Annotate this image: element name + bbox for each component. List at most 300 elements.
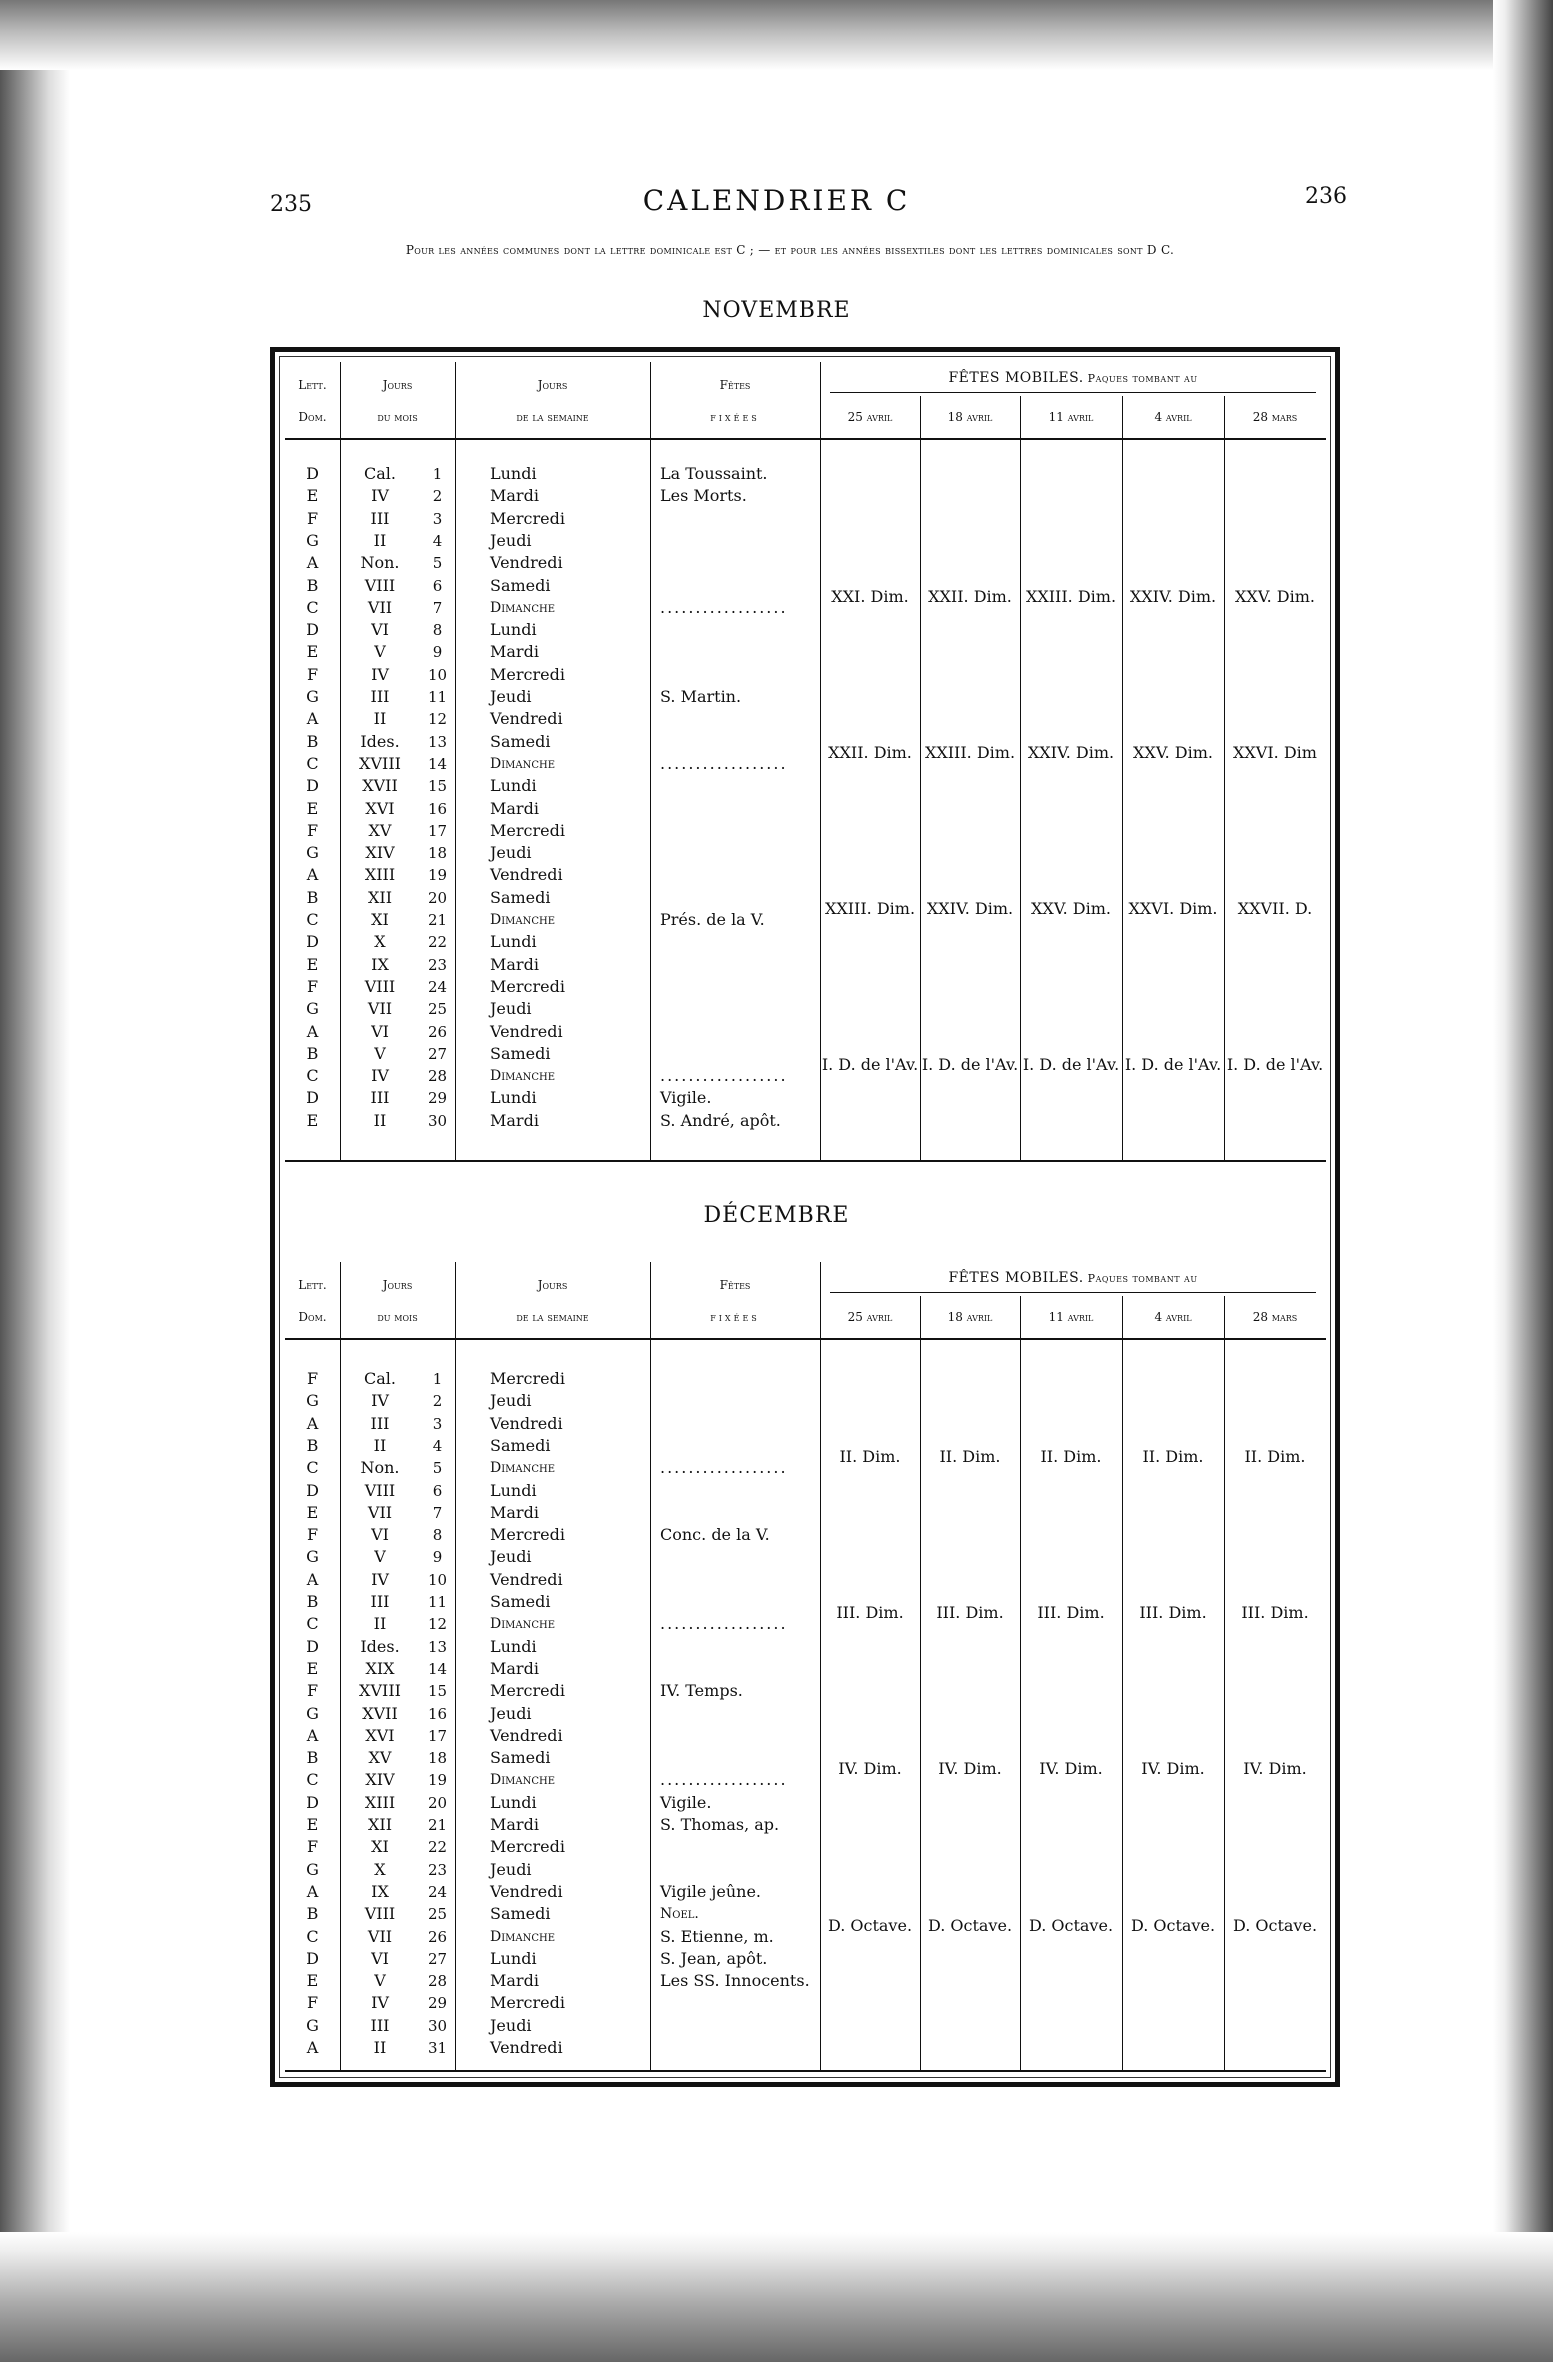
mobile-feast-cell: II. Dim.	[1244, 1447, 1306, 1467]
roman-day: II	[373, 1435, 387, 1455]
dominical-letter: F	[306, 976, 319, 996]
day-number: 7	[432, 598, 443, 617]
fixed-feast: Vigile.	[660, 1088, 712, 1108]
weekday: Vendredi	[490, 1569, 563, 1589]
dominical-letter: A	[306, 2038, 319, 2057]
weekday: Mercredi	[490, 1525, 565, 1545]
weekday: Dimanche	[490, 912, 556, 928]
day-number: 12	[427, 710, 448, 729]
day-number: 4	[432, 531, 443, 550]
day-number: 3	[432, 509, 443, 528]
day-number: 23	[427, 1860, 448, 1879]
fixed-feast: Les Morts.	[660, 486, 747, 506]
fixed-feast: Vigile jeûne.	[660, 1881, 762, 1901]
day-number: 27	[427, 1949, 448, 1968]
column-header-lett-bottom: Dom.	[298, 1310, 327, 1324]
fixed-feast: ..................	[660, 1770, 788, 1790]
dominical-letter: A	[306, 1881, 319, 1901]
weekday: Samedi	[490, 575, 551, 595]
mobile-feast-cell: III. Dim.	[1037, 1603, 1105, 1623]
day-row	[0, 976, 1553, 998]
mobile-feasts-label: FÊTES MOBILES.	[948, 370, 1084, 386]
weekday: Jeudi	[490, 1547, 532, 1567]
day-row	[0, 1569, 1553, 1591]
weekday: Dimanche	[490, 1616, 556, 1633]
fixed-feast: ..................	[660, 1066, 788, 1086]
fixed-feast: IV. Temps.	[660, 1681, 743, 1701]
weekday: Mardi	[490, 1110, 539, 1130]
roman-day: X	[374, 1859, 386, 1879]
weekday: Lundi	[490, 776, 537, 796]
day-number: 25	[427, 1905, 448, 1924]
column-header-jours-top: Jours	[382, 378, 413, 392]
dominical-letter: D	[306, 620, 319, 640]
day-number: 10	[427, 1570, 448, 1589]
weekday: Jeudi	[490, 687, 532, 706]
roman-day: XIX	[365, 1658, 395, 1678]
weekday: Vendredi	[490, 1021, 563, 1041]
dominical-letter: E	[306, 486, 319, 506]
table-bottom-rule	[285, 2070, 1326, 2072]
mobile-feast-cell: II. Dim.	[939, 1447, 1001, 1467]
weekday: Mercredi	[490, 976, 565, 996]
day-number: 24	[427, 977, 448, 996]
mobile-feast-cell: XXIII. Dim.	[1025, 586, 1117, 606]
day-number: 26	[427, 1927, 448, 1946]
day-row	[0, 641, 1553, 663]
scan-edge-top	[0, 0, 1553, 70]
day-row	[0, 1992, 1553, 2014]
mobile-feast-cell: I. D. de l'Av.	[821, 1055, 919, 1075]
dominical-letter: F	[306, 664, 319, 684]
weekday: Mercredi	[490, 1369, 565, 1388]
dominical-letter: G	[306, 687, 319, 706]
weekday: Mercredi	[490, 1681, 565, 1701]
day-number: 25	[427, 1000, 448, 1019]
day-row	[0, 931, 1553, 953]
weekday: Jeudi	[490, 1391, 532, 1411]
mobile-feast-cell: II. Dim.	[1040, 1447, 1102, 1467]
roman-day: V	[374, 642, 386, 662]
day-number: 22	[427, 933, 448, 952]
mobile-feast-cell: D. Octave.	[1028, 1915, 1114, 1935]
mobile-feast-cell: I. D. de l'Av.	[921, 1055, 1019, 1075]
weekday: Samedi	[490, 1043, 551, 1063]
dominical-letter: G	[306, 1703, 319, 1723]
day-number: 29	[427, 1089, 448, 1108]
dominical-letter: G	[306, 1859, 319, 1879]
column-header-jours-bottom: du mois	[377, 1310, 418, 1324]
dominical-letter: E	[306, 1815, 319, 1834]
mobile-feasts-label: FÊTES MOBILES.	[948, 1270, 1084, 1286]
day-row	[0, 1502, 1553, 1524]
mobile-feast-cell: I. D. de l'Av.	[1022, 1055, 1120, 1075]
mobile-feast-cell: XXIV. Dim.	[926, 899, 1014, 918]
day-number: 16	[427, 1704, 448, 1723]
dominical-letter: A	[306, 1413, 319, 1433]
day-number: 3	[432, 1414, 443, 1433]
roman-day: IV	[371, 1066, 389, 1086]
day-row	[0, 954, 1553, 976]
day-number: 28	[427, 1067, 448, 1086]
dominical-letter: A	[306, 709, 319, 729]
column-header-date: 28 mars	[1252, 1310, 1298, 1324]
day-number: 9	[432, 1548, 443, 1567]
dominical-letter: E	[306, 1971, 319, 1991]
header-rule	[285, 438, 1326, 440]
day-row	[0, 1546, 1553, 1568]
column-header-jours-bottom: du mois	[377, 410, 418, 424]
dominical-letter: F	[306, 1993, 319, 2013]
day-row	[0, 1948, 1553, 1970]
day-number: 19	[427, 866, 448, 885]
roman-day: XI	[371, 1837, 389, 1857]
day-row	[0, 998, 1553, 1020]
dominical-letter: C	[306, 1458, 319, 1478]
weekday: Dimanche	[490, 1068, 556, 1085]
weekday: Samedi	[490, 1592, 551, 1611]
day-row	[0, 530, 1553, 552]
weekday: Lundi	[490, 1948, 537, 1968]
mobile-feast-cell: XXI. Dim.	[831, 586, 909, 606]
roman-day: XVI	[365, 1725, 395, 1745]
weekday: Mardi	[490, 486, 539, 506]
fixed-feast: S. Thomas, ap.	[660, 1815, 780, 1834]
mobile-feast-cell: XXV. Dim.	[1031, 899, 1111, 918]
day-number: 11	[427, 688, 448, 706]
roman-day: Cal.	[364, 464, 396, 483]
roman-day: XVI	[365, 798, 395, 818]
day-number: 15	[427, 777, 448, 796]
day-number: 30	[427, 1111, 448, 1130]
dominical-letter: A	[306, 1569, 319, 1589]
day-row	[0, 2037, 1553, 2059]
roman-day: VIII	[364, 1904, 396, 1924]
roman-day: XVIII	[359, 1681, 401, 1701]
weekday: Mercredi	[490, 1993, 565, 2013]
fixed-feast: Noel.	[660, 1906, 699, 1923]
mobile-feast-cell: IV. Dim.	[838, 1759, 902, 1779]
fixed-feast: ..................	[660, 1458, 788, 1478]
mobile-feasts-sublabel: Paques tombant au	[1083, 372, 1198, 385]
roman-day: XIV	[365, 843, 395, 863]
roman-day: IV	[371, 486, 389, 506]
day-number: 28	[427, 1972, 448, 1991]
day-number: 8	[432, 621, 443, 640]
dominical-letter: C	[306, 1926, 319, 1946]
weekday: Jeudi	[490, 1859, 532, 1879]
day-number: 14	[427, 754, 448, 773]
dominical-letter: B	[306, 575, 319, 595]
roman-day: III	[370, 1592, 390, 1611]
dominical-letter: B	[306, 1435, 319, 1455]
dominical-letter: F	[306, 1525, 319, 1545]
day-number: 17	[427, 1726, 448, 1745]
column-header-date: 11 avril	[1048, 410, 1094, 424]
mobile-feasts-brace	[830, 1292, 1316, 1293]
dominical-letter: D	[306, 1792, 319, 1812]
roman-day: XVIII	[359, 753, 401, 773]
column-header-fetes-top: Fêtes	[719, 378, 751, 392]
fixed-feast: ..................	[660, 597, 788, 617]
day-row	[0, 1836, 1553, 1858]
roman-day: X	[374, 932, 386, 952]
roman-day: VI	[371, 1525, 389, 1545]
day-number: 1	[432, 465, 443, 483]
column-header-fetes-top: Fêtes	[719, 1278, 751, 1292]
weekday: Mardi	[490, 954, 539, 974]
mobile-feast-cell: D. Octave.	[827, 1915, 913, 1935]
fixed-feast: Prés. de la V.	[660, 910, 765, 929]
day-row	[0, 1021, 1553, 1043]
day-row	[0, 864, 1553, 886]
dominical-letter: B	[306, 1043, 319, 1063]
fixed-feast: ..................	[660, 1614, 788, 1634]
dominical-letter: F	[306, 1837, 319, 1857]
day-number: 11	[427, 1593, 448, 1611]
weekday: Dimanche	[490, 1772, 556, 1789]
column-header-semaine-top: Jours	[537, 378, 568, 392]
roman-day: XI	[371, 910, 389, 929]
day-row	[0, 1110, 1553, 1132]
day-number: 21	[427, 911, 448, 929]
dominical-letter: A	[306, 553, 319, 573]
day-number: 18	[427, 1749, 448, 1768]
roman-day: Ides.	[360, 1636, 400, 1656]
roman-day: Ides.	[360, 731, 400, 751]
mobile-feast-cell: XXIII. Dim.	[824, 899, 916, 918]
day-number: 8	[432, 1526, 443, 1545]
weekday: Dimanche	[490, 1460, 556, 1477]
day-row	[0, 1368, 1553, 1390]
roman-day: VI	[371, 1948, 389, 1968]
column-header-date: 28 mars	[1252, 410, 1298, 424]
day-row	[0, 1658, 1553, 1680]
dominical-letter: E	[306, 1658, 319, 1678]
dominical-letter: G	[306, 530, 319, 550]
day-number: 26	[427, 1022, 448, 1041]
roman-day: XIII	[364, 1792, 396, 1812]
dominical-letter: A	[306, 1725, 319, 1745]
mobile-feast-cell: XXIV. Dim.	[1027, 742, 1115, 762]
day-number: 30	[427, 2016, 448, 2035]
dominical-letter: C	[306, 910, 319, 929]
day-number: 29	[427, 1994, 448, 2013]
roman-day: VII	[367, 597, 393, 617]
page-subheading: Pour les années communes dont la lettre dominicale est C ; — et pour les années bissextiles dont les lettres dominicales sont D C.	[405, 243, 1175, 257]
roman-day: II	[373, 709, 387, 729]
roman-day: XV	[368, 1748, 392, 1768]
roman-day: Non.	[360, 553, 400, 573]
roman-day: IV	[371, 1569, 389, 1589]
day-number: 13	[427, 732, 448, 751]
roman-day: XIII	[364, 865, 396, 885]
page-title: CALENDRIER C	[642, 184, 911, 217]
day-row	[0, 1390, 1553, 1412]
mobile-feasts-title	[820, 364, 1326, 393]
column-header-date: 18 avril	[947, 1310, 993, 1324]
day-row	[0, 820, 1553, 842]
roman-day: IV	[371, 664, 389, 684]
roman-day: IV	[371, 1993, 389, 2013]
mobile-feast-cell: IV. Dim.	[1243, 1759, 1307, 1779]
weekday: Samedi	[490, 1904, 551, 1924]
dominical-letter: C	[306, 1770, 319, 1790]
mobile-feast-cell: IV. Dim.	[1141, 1759, 1205, 1779]
dominical-letter: C	[306, 1614, 319, 1634]
day-row	[0, 485, 1553, 507]
weekday: Mercredi	[490, 1837, 565, 1857]
column-header-semaine-top: Jours	[537, 1278, 568, 1292]
day-row	[0, 1087, 1553, 1109]
mobile-feast-cell: III. Dim.	[836, 1603, 904, 1623]
mobile-feast-cell: D. Octave.	[1130, 1915, 1216, 1935]
mobile-feast-cell: XXIV. Dim.	[1129, 586, 1217, 606]
weekday: Vendredi	[490, 1881, 563, 1901]
day-row	[0, 842, 1553, 864]
dominical-letter: B	[306, 887, 319, 907]
day-number: 10	[427, 665, 448, 684]
day-row	[0, 1881, 1553, 1903]
header-rule	[285, 1338, 1326, 1340]
day-row	[0, 1480, 1553, 1502]
dominical-letter: E	[306, 798, 319, 818]
dominical-letter: C	[306, 1066, 319, 1086]
mobile-feast-cell: II. Dim.	[839, 1447, 901, 1467]
mobile-feast-cell: XXII. Dim.	[828, 742, 912, 762]
dominical-letter: E	[306, 1110, 319, 1130]
roman-day: II	[373, 1110, 387, 1130]
dominical-letter: D	[306, 464, 319, 483]
dominical-letter: D	[306, 932, 319, 952]
column-header-semaine-bottom: de la semaine	[516, 410, 589, 424]
weekday: Vendredi	[490, 709, 563, 729]
mobile-feast-cell: III. Dim.	[1139, 1603, 1207, 1623]
table-bottom-rule	[285, 1160, 1326, 1162]
day-number: 23	[427, 955, 448, 974]
dominical-letter: E	[306, 1502, 319, 1522]
weekday: Lundi	[490, 1480, 537, 1500]
dominical-letter: A	[306, 1021, 319, 1041]
month-title-decembre: DÉCEMBRE	[703, 1203, 850, 1228]
roman-day: XVII	[362, 1703, 398, 1723]
weekday: Lundi	[490, 1088, 537, 1108]
weekday: Lundi	[490, 464, 537, 483]
roman-day: Non.	[360, 1458, 400, 1478]
mobile-feasts-sublabel: Paques tombant au	[1083, 1272, 1198, 1285]
day-row	[0, 1413, 1553, 1435]
day-row	[0, 1792, 1553, 1814]
column-header-date: 18 avril	[947, 410, 993, 424]
day-row	[0, 552, 1553, 574]
fixed-feast: S. Etienne, m.	[660, 1926, 774, 1946]
dominical-letter: C	[306, 753, 319, 773]
day-number: 2	[432, 487, 443, 506]
mobile-feast-cell: XXVII. D.	[1237, 899, 1313, 918]
weekday: Samedi	[490, 1748, 551, 1768]
day-number: 21	[427, 1816, 448, 1834]
day-number: 4	[432, 1436, 443, 1455]
column-header-date: 4 avril	[1154, 410, 1192, 424]
day-number: 1	[432, 1370, 443, 1388]
day-row	[0, 708, 1553, 730]
column-header-semaine-bottom: de la semaine	[516, 1310, 589, 1324]
column-header-fetes-bottom: fixées	[710, 1310, 760, 1324]
day-row	[0, 1725, 1553, 1747]
roman-day: V	[374, 1547, 386, 1567]
page-number-left: 235	[270, 192, 312, 217]
dominical-letter: C	[306, 597, 319, 617]
dominical-letter: D	[306, 1636, 319, 1656]
roman-day: V	[374, 1043, 386, 1063]
weekday: Lundi	[490, 932, 537, 952]
dominical-letter: B	[306, 731, 319, 751]
fixed-feast: S. Martin.	[660, 687, 742, 706]
weekday: Mercredi	[490, 664, 565, 684]
column-header-date: 11 avril	[1048, 1310, 1094, 1324]
day-row	[0, 463, 1553, 485]
roman-day: II	[373, 2038, 387, 2057]
roman-day: VIII	[364, 1480, 396, 1500]
weekday: Jeudi	[490, 1703, 532, 1723]
dominical-letter: G	[306, 2015, 319, 2035]
mobile-feast-cell: IV. Dim.	[938, 1759, 1002, 1779]
roman-day: XII	[367, 887, 393, 907]
roman-day: III	[370, 2015, 390, 2035]
fixed-feast: Vigile.	[660, 1792, 712, 1812]
weekday: Vendredi	[490, 865, 563, 885]
day-number: 9	[432, 643, 443, 662]
day-number: 6	[432, 576, 443, 595]
weekday: Dimanche	[490, 1928, 556, 1945]
day-number: 15	[427, 1682, 448, 1701]
day-row	[0, 1524, 1553, 1546]
fixed-feast: Conc. de la V.	[660, 1525, 770, 1545]
roman-day: VIII	[364, 575, 396, 595]
day-number: 5	[432, 554, 443, 573]
day-number: 20	[427, 1793, 448, 1812]
roman-day: III	[370, 1088, 390, 1108]
day-number: 7	[432, 1503, 443, 1522]
roman-day: IV	[371, 1391, 389, 1411]
roman-day: IX	[371, 954, 389, 974]
roman-day: VII	[367, 1926, 393, 1946]
weekday: Mardi	[490, 1815, 539, 1834]
column-header-lett-top: Lett.	[298, 378, 327, 392]
weekday: Vendredi	[490, 1413, 563, 1433]
weekday: Jeudi	[490, 2015, 532, 2035]
dominical-letter: G	[306, 1391, 319, 1411]
column-header-date: 25 avril	[847, 1310, 893, 1324]
roman-day: XV	[368, 820, 392, 840]
dominical-letter: G	[306, 843, 319, 863]
weekday: Lundi	[490, 1636, 537, 1656]
mobile-feast-cell: D. Octave.	[927, 1915, 1013, 1935]
day-number: 14	[427, 1659, 448, 1678]
dominical-letter: B	[306, 1904, 319, 1924]
mobile-feast-cell: III. Dim.	[936, 1603, 1004, 1623]
roman-day: XII	[367, 1815, 393, 1834]
day-number: 31	[427, 2039, 448, 2057]
weekday: Vendredi	[490, 553, 563, 573]
day-number: 2	[432, 1392, 443, 1411]
mobile-feast-cell: I. D. de l'Av.	[1124, 1055, 1222, 1075]
dominical-letter: F	[306, 1681, 319, 1701]
weekday: Jeudi	[490, 530, 532, 550]
weekday: Mardi	[490, 1971, 539, 1991]
roman-day: VI	[371, 1021, 389, 1041]
roman-day: IX	[371, 1881, 389, 1901]
